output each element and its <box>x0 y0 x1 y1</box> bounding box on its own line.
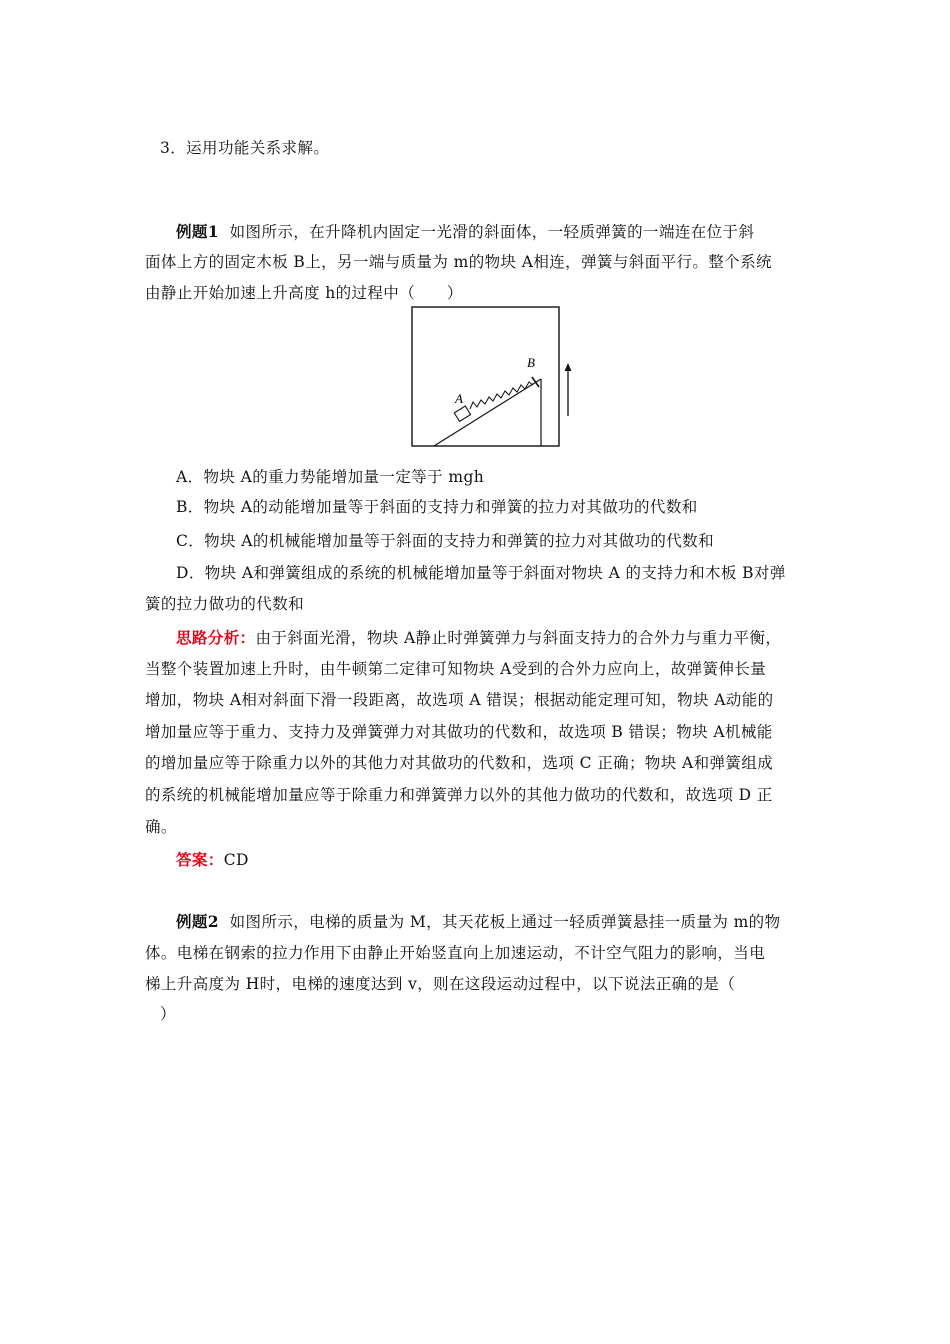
block-a <box>454 406 470 421</box>
section-item-3: 3．运用功能关系求解。 <box>160 139 330 157</box>
example1-option-b: B．物块 A的动能增加量等于斜面的支持力和弹簧的拉力对其做功的代数和 <box>176 498 698 516</box>
example1-label: 例题1 <box>176 222 219 241</box>
elevator-box <box>412 307 559 446</box>
example1-option-c: C．物块 A的机械能增加量等于斜面的支持力和弹簧的拉力对其做功的代数和 <box>176 532 714 550</box>
example1-question-text-1: 如图所示，在升降机内固定一光滑的斜面体，一轻质弹簧的一端连在位于斜 <box>229 223 755 241</box>
example1-option-d-line-1: D．物块 A和弹簧组成的系统的机械能增加量等于斜面对物块 A 的支持力和木板 B对弹 <box>176 564 786 582</box>
example1-answer <box>176 850 856 870</box>
example1-analysis-line-5: 的增加量应等于除重力以外的其他力对其做功的代数和，选项 C 正确；物块 A和弹簧组成 <box>145 754 774 772</box>
example2-question-line-4: ） <box>160 1005 176 1023</box>
example1-question-line-1 <box>176 222 856 242</box>
example1-analysis-line-4: 增加量应等于重力、支持力及弹簧弹力对其做功的代数和，故选项 B 错误；物块 A机械能 <box>145 723 773 741</box>
example1-analysis-line-1 <box>176 628 856 648</box>
example1-option-d-line-2: 簧的拉力做功的代数和 <box>145 595 305 613</box>
example1-option-a: A．物块 A的重力势能增加量一定等于 mgh <box>176 468 485 486</box>
answer-value: CD <box>223 851 249 869</box>
answer-label: 答案： <box>176 850 224 869</box>
spring <box>470 382 533 409</box>
label-a: A <box>455 391 463 406</box>
example1-question-line-3: 由静止开始加速上升高度 h的过程中（ ） <box>145 284 463 302</box>
analysis-label: 思路分析： <box>176 628 256 647</box>
example1-analysis-line-3: 增加，物块 A相对斜面下滑一段距离，故选项 A 错误；根据动能定理可知，物块 A动能的 <box>145 691 774 709</box>
example2-question-line-3: 梯上升高度为 H时，电梯的速度达到 v，则在这段运动过程中，以下说法正确的是（ <box>145 975 736 993</box>
board-b <box>532 377 539 387</box>
example1-analysis-line-6: 的系统的机械能增加量应等于除重力和弹簧弹力以外的其他力做功的代数和，故选项 D 正 <box>145 786 773 804</box>
example1-question-line-2: 面体上方的固定木板 B上，另一端与质量为 m的物块 A相连，弹簧与斜面平行。整个系统 <box>145 253 772 271</box>
example2-label: 例题2 <box>176 912 219 931</box>
example1-analysis-line-2: 当整个装置加速上升时，由牛顿第二定律可知物块 A受到的合外力应向上，故弹簧伸长量 <box>145 660 767 678</box>
incline-elevator-figure <box>410 305 562 450</box>
upward-arrow-icon <box>562 362 574 418</box>
example2-question-line-2: 体。电梯在钢索的拉力作用下由静止开始竖直向上加速运动，不计空气阻力的影响，当电 <box>145 944 766 962</box>
example2-question-text-1: 如图所示，电梯的质量为 M，其天花板上通过一轻质弹簧悬挂一质量为 m的物 <box>229 913 781 931</box>
label-b: B <box>527 355 535 370</box>
example2-question-line-1 <box>176 912 856 932</box>
example1-analysis-line-7: 确。 <box>145 818 177 836</box>
analysis-text-1: 由于斜面光滑，物块 A静止时弹簧弹力与斜面支持力的合外力与重力平衡， <box>255 629 782 647</box>
